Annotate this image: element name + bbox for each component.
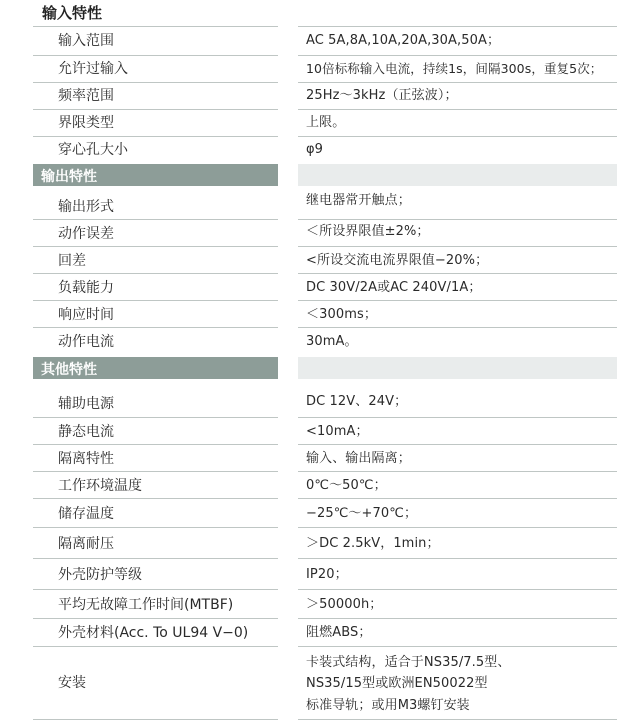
spec-value: 阻燃ABS； — [306, 625, 372, 640]
spec-value: ＜300ms； — [306, 307, 377, 322]
section-output-header — [33, 164, 278, 186]
spec-value: AC 5A,8A,10A,20A,30A,50A； — [306, 33, 501, 48]
section-title: 其他特性 — [41, 362, 97, 378]
spec-value: 30mA。 — [306, 334, 358, 349]
spec-value-line: 标准导轨；或用M3螺钉安装 — [306, 698, 470, 713]
spec-value: 0℃～50℃； — [306, 478, 387, 493]
section-title: 输出特性 — [41, 169, 97, 185]
spec-value: 25Hz～3kHz（正弦波）； — [306, 88, 458, 103]
spec-value: 输入、输出隔离； — [306, 451, 411, 466]
spec-value-line: NS35/15型或欧洲EN50022型 — [306, 676, 488, 691]
spec-value: DC 30V/2A或AC 240V/1A； — [306, 280, 482, 295]
spec-value: ＞50000h； — [306, 597, 383, 612]
spec-label: 外壳防护等级 — [58, 567, 142, 583]
spec-label: 动作误差 — [58, 226, 114, 242]
spec-label: 输入范围 — [58, 33, 114, 49]
spec-label: 工作环境温度 — [58, 478, 142, 494]
spec-label: 界限类型 — [58, 115, 114, 131]
spec-label: 安装 — [58, 675, 86, 691]
spec-value: −25℃～+70℃； — [306, 506, 418, 521]
spec-value: DC 12V、24V； — [306, 394, 408, 409]
spec-value-line: 卡装式结构，适合于NS35/7.5型、 — [306, 655, 511, 670]
spec-label: 辅助电源 — [58, 396, 114, 412]
spec-label: 外壳材料(Acc. To UL94 V−0) — [58, 625, 249, 641]
spec-label: 输出形式 — [58, 199, 114, 215]
spec-label: 负载能力 — [58, 280, 114, 296]
section-input-header — [0, 0, 632, 26]
spec-label: 动作电流 — [58, 334, 114, 350]
spec-label: 响应时间 — [58, 307, 114, 323]
spec-value: <所设交流电流界限值−20%； — [306, 253, 489, 268]
spec-value: ＞DC 2.5kV，1min； — [306, 536, 440, 551]
spec-label: 平均无故障工作时间(MTBF) — [58, 597, 234, 613]
section-other-header — [33, 357, 278, 379]
spec-label: 穿心孔大小 — [58, 142, 128, 158]
divider — [33, 26, 278, 27]
spec-value: IP20； — [306, 567, 348, 582]
spec-label: 回差 — [58, 253, 86, 269]
spec-value: 上限。 — [306, 115, 346, 130]
spec-value: <10mA； — [306, 424, 369, 439]
section-title: 输入特性 — [42, 4, 103, 22]
spec-label: 频率范围 — [58, 88, 114, 104]
spec-label: 允许过输入 — [58, 61, 128, 77]
spec-value: ＜所设界限值±2%； — [306, 224, 430, 239]
spec-label: 储存温度 — [58, 506, 114, 522]
spec-label: 静态电流 — [58, 424, 114, 440]
section-header-fill — [298, 357, 617, 379]
spec-value: 10倍标称输入电流，持续1s，间隔300s，重复5次； — [306, 61, 603, 76]
spec-value: 继电器常开触点； — [306, 193, 411, 208]
spec-value: φ9 — [306, 142, 324, 157]
section-header-fill — [298, 164, 617, 186]
divider — [298, 26, 617, 27]
spec-label: 隔离耐压 — [58, 536, 114, 552]
spec-label: 隔离特性 — [58, 451, 114, 467]
